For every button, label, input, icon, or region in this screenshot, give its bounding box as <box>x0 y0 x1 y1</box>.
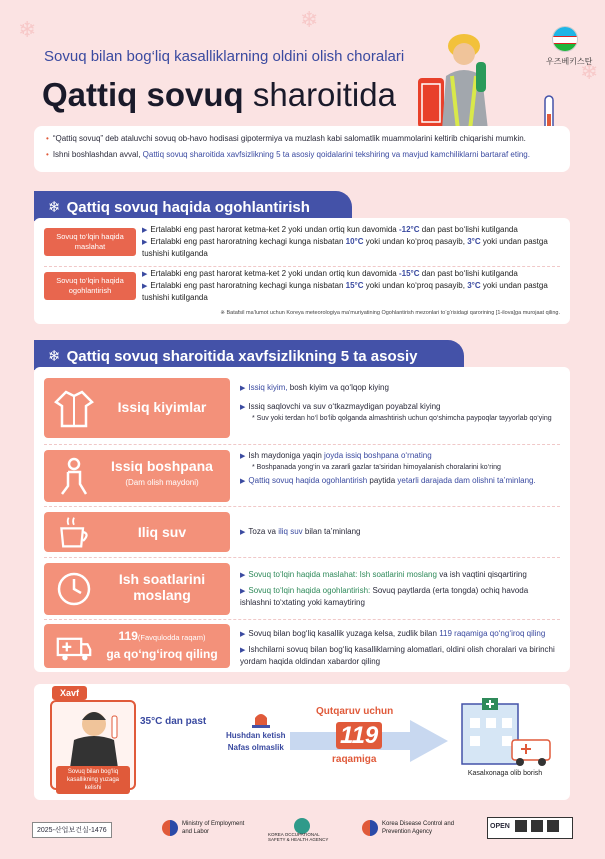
snowflake-icon: ❄ <box>580 60 599 85</box>
org-kdca: Korea Disease Control and Prevention Agency <box>382 821 455 835</box>
publication-code: 2025-산업보건실-1476 <box>32 822 112 838</box>
country-label: 우즈베키스탄 <box>546 57 593 66</box>
page-title <box>42 76 396 114</box>
resting-person-icon <box>54 456 94 496</box>
rule-call-119-text: ▶ Sovuq bilan bog‘liq kasallik yuzaga kelsa, zudlik bilan 119 raqamiga qo‘ng‘iroq qiling ▶ Ishchilarni sovuq bilan bog‘liq kasalliklarning alomatlari, oldini olish choralari va birinchi yordam haqida oldindan xabardor qiling <box>240 629 555 666</box>
rule-warm-shelter-text: ▶ Ish maydoniga yaqin joyda issiq boshpana o‘rnating * Boshpanada yong‘in va zararli gazlar ta’siridan himoyalanish choralarini ko‘ring ▶ Qattiq sovuq haqida ogohlantirish paytida yetarli darajada dam olishni ta’minlang. <box>240 451 536 485</box>
hospital-icon <box>456 696 556 768</box>
criteria-label-warning: Sovuq to‘lqin haqida ogohlantirish <box>44 272 136 300</box>
snowflake-icon: ❄ <box>300 8 319 33</box>
section-rules-heading <box>34 340 464 370</box>
siren-icon <box>250 708 272 728</box>
symptom-no-breathing: Nafas olmaslik <box>227 743 284 752</box>
org-ministry: Ministry of Employment and Labor <box>182 821 245 835</box>
rule-call-119 <box>44 624 230 668</box>
rule-call-119-title-bottom: ga qo‘ng‘iroq qiling <box>106 647 218 661</box>
ministry-logo-icon <box>162 820 178 836</box>
rule-call-119-title-top: 119(Favqulodda raqam) <box>118 629 206 643</box>
intro-line-2: • Ishni boshlashdan avval, Qattiq sovuq sharoitida xavfsizlikning 5 ta asosiy qoidalarini tekshiring va mavjud kamchiliklarni bartaraf eting. <box>46 150 530 159</box>
clock-icon <box>54 569 94 609</box>
criteria-text-advisory: ▶ Ertalabki eng past harorat ketma-ket 2 yoki undan ortiq kun davomida -12°C dan past bo‘lishi kutilganda ▶ Ertalabki eng past haroratning kechagi kunga nisbatan 10°C yoki undan ko‘proq pasayib, 3°C yoki undan pastga tushishi kutilganda <box>142 225 548 258</box>
snowflake-icon: ❄ <box>18 18 37 43</box>
org-kosha: KOREA OCCUPATIONAL SAFETY & HEALTH AGENCY <box>268 832 329 842</box>
rules-heading-text: Qattiq sovuq sharoitida xavfsizlikning 5 ta asosiy <box>66 348 418 365</box>
title-light: sharoitida <box>252 76 396 113</box>
rule-adjust-hours-text: ▶ Sovuq to‘lqin haqida maslahat: Ish soatlarini moslang va ish vaqtini qisqartiring ▶ Sovuq to‘lqin haqida ogohlantirish: Sovuq paytlarda (erta tongda) ochiq havoda ishlashni to‘xtating yoki kamaytiring <box>240 570 529 607</box>
intro-text-2a: Ishni boshlashdan avval, <box>52 150 141 159</box>
criteria-card <box>34 218 570 324</box>
rescue-label: Qutqaruv uchun <box>316 706 394 717</box>
intro-text-2b: Qattiq sovuq sharoitida xavfsizlikning 5 ta asosiy qoidalarini tekshiring va mavjud kamchiliklarni bartaraf eting. <box>142 150 530 159</box>
title-bold: Qattiq sovuq <box>42 76 244 113</box>
rule-adjust-hours <box>44 563 230 615</box>
intro-line-1: • “Qattiq sovuq” deb ataluvchi sovuq ob-havo hodisasi gipotermiya va muzlash kabi salomatlik muammolarini keltirib chiqarishi mumkin. <box>46 134 526 143</box>
license-noderivs-icon <box>547 820 559 832</box>
jacket-icon <box>54 388 94 428</box>
cold-person-icon <box>52 702 134 768</box>
snowflake-icon: ❄ <box>48 348 61 365</box>
subtitle: Sovuq bilan bog‘liq kasalliklarning oldini olish choralari <box>44 48 405 65</box>
criteria-footnote: ※ Batafsil ma’lumot uchun Koreya meteorologiya ma’muriyatining Ogohlantirish mezonlari to‘g‘risidagi qarorining [1-ilova]ga murojaat qiling. <box>220 310 560 316</box>
criteria-text-warning: ▶ Ertalabki eng past harorat ketma-ket 2 yoki undan ortiq kun davomida -15°C dan past bo‘lishi kutilganda ▶ Ertalabki eng past haroratning kechagi kunga nisbatan 15°C yoki undan ko‘proq pasayib, 3°C yoki undan pastga tushishi kutilganda <box>142 269 548 302</box>
heading-part-a: Qattiq sovuq haqida ogohlantirish <box>66 199 310 216</box>
intro-box <box>34 126 570 172</box>
hot-cup-icon <box>54 514 94 550</box>
rule-warm-clothes-text: ▶ Issiq kiyim, bosh kiyim va qo‘lqop kiying ▶ Issiq saqlovchi va suv o‘tkazmaydigan poyabzal kiying * Suv yoki terdan ho‘l bo‘lib qolganda almashtirish uchun qo‘shimcha paypoqlar tayyorlab qo‘ying <box>240 383 552 422</box>
number-label: raqamiga <box>332 754 377 765</box>
kdca-logo-icon <box>362 820 378 836</box>
criteria-label-advisory: Sovuq to‘lqin haqida maslahat <box>44 228 136 256</box>
danger-tag: Xavf <box>52 686 87 700</box>
hospital-caption: Kasalxonaga olib borish <box>467 770 543 777</box>
open-label: OPEN <box>490 822 510 830</box>
uzbekistan-flag-icon <box>552 26 578 52</box>
worker-illustration-icon <box>418 18 510 130</box>
intro-text-1: “Qattiq sovuq” deb ataluvchi sovuq ob-havo hodisasi gipotermiya va muzlash kabi salomatlik muammolarini keltirib chiqarishi mumkin. <box>52 134 526 143</box>
license-attribution-icon <box>515 820 527 832</box>
section-criteria-heading <box>34 191 352 221</box>
rule-adjust-hours-title: Ish soatlarini moslang <box>118 571 206 603</box>
symptom-fainting: Hushdan ketish <box>226 731 286 740</box>
snowflake-icon: ❄ <box>48 199 61 216</box>
open-license-badge <box>487 817 573 839</box>
symptoms-label <box>226 730 286 754</box>
emergency-number: 119 <box>336 722 382 750</box>
rule-warm-water-text: ▶ Toza va iliq suv bilan ta’minlang <box>240 527 361 536</box>
ambulance-icon <box>54 628 94 664</box>
rule-warm-water: Iliq suv <box>44 512 230 552</box>
rule-warm-clothes: Issiq kiyimlar <box>44 378 230 438</box>
temperature-label: 35°C dan past <box>140 716 207 727</box>
license-noncommercial-icon <box>531 820 543 832</box>
patient-caption: Sovuq bilan bog‘liq kasallikning yuzaga kelishi <box>56 766 130 794</box>
rule-warm-shelter: Issiq boshpana (Dam olish maydoni) <box>44 450 230 502</box>
